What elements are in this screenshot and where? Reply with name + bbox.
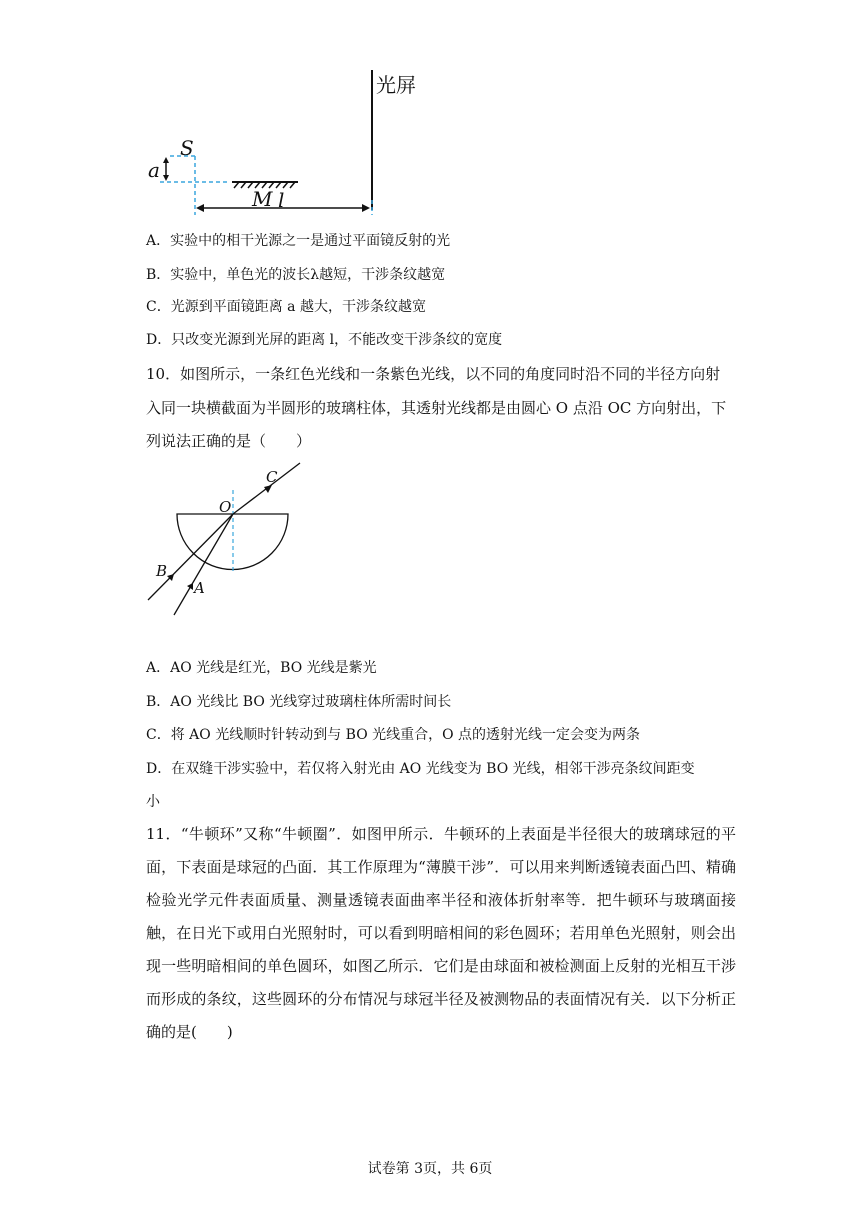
label-a-ray: A xyxy=(194,579,205,597)
q10-option-a: A．AO 光线是红光，BO 光线是紫光 xyxy=(146,660,377,676)
label-c: C xyxy=(266,468,278,486)
q11-paragraph: 11．“牛顿环”又称“牛顿圈”．如图甲所示．牛顿环的上表面是半径很大的玻璃球冠的平面，下表面是球冠的凸面．其工作原理为“薄膜干涉”．可以用来判断透镜表面凸凹、精确检验光学元件表面质量、测量透镜表面曲率半径和液体折射率等．把牛顿环与玻璃面接触，在日光下或用白光照射时，可以看到明暗相间的彩色圆环；若用单色光照射，则会出现一些明暗相间的单色圆环，如图乙所示．它们是由球面和被检测面上反射的光相互干涉而形成的条纹，这些圆环的分布情况与球冠半径及被测物品的表面情况有关．以下分析正确的是( ) xyxy=(146,825,736,1041)
arrowhead-left xyxy=(196,204,204,212)
arrowhead-ao xyxy=(187,583,193,590)
q10-option-d-cont: 小 xyxy=(146,794,160,810)
label-l: l xyxy=(278,188,285,212)
label-b: B xyxy=(156,562,168,580)
arrowhead-down xyxy=(163,175,169,181)
q9-option-c: C．光源到平面镜距离 a 越大，干涉条纹越宽 xyxy=(146,299,426,315)
q10-option-d: D．在双缝干涉实验中，若仅将入射光由 AO 光线变为 BO 光线，相邻干涉亮条纹间距变 xyxy=(146,761,695,777)
q9-option-b: B．实验中，单色光的波长λ越短，干涉条纹越宽 xyxy=(146,267,446,283)
q10-option-b: B．AO 光线比 BO 光线穿过玻璃柱体所需时间长 xyxy=(146,694,452,710)
label-o: O xyxy=(219,498,232,516)
label-m: M xyxy=(252,187,273,211)
semicircle-glass-figure xyxy=(140,460,320,620)
arrowhead-right xyxy=(362,204,370,212)
q10-stem-line-1: 10．如图所示，一条红色光线和一条紫色光线，以不同的角度同时沿不同的半径方向射 xyxy=(146,365,721,383)
lloyd-mirror-figure xyxy=(140,60,440,225)
screen-label: 光屏 xyxy=(376,73,416,97)
q10-stem-line-3: 列说法正确的是（ ） xyxy=(146,432,312,450)
label-a: a xyxy=(148,158,160,182)
q10-option-c: C．将 AO 光线顺时针转动到与 BO 光线重合，O 点的透射光线一定会变为两条 xyxy=(146,727,641,743)
q10-stem-line-2: 入同一块横截面为半圆形的玻璃柱体，其透射光线都是由圆心 O 点沿 OC 方向射出，下 xyxy=(146,399,727,417)
page-footer: 试卷第 3页，共 6页 xyxy=(367,1161,493,1177)
q9-option-d: D．只改变光源到光屏的距离 l，不能改变干涉条纹的宽度 xyxy=(146,332,503,348)
q9-option-a: A．实验中的相干光源之一是通过平面镜反射的光 xyxy=(146,233,451,249)
label-s: S xyxy=(180,136,194,160)
arrowhead-up xyxy=(163,157,169,163)
